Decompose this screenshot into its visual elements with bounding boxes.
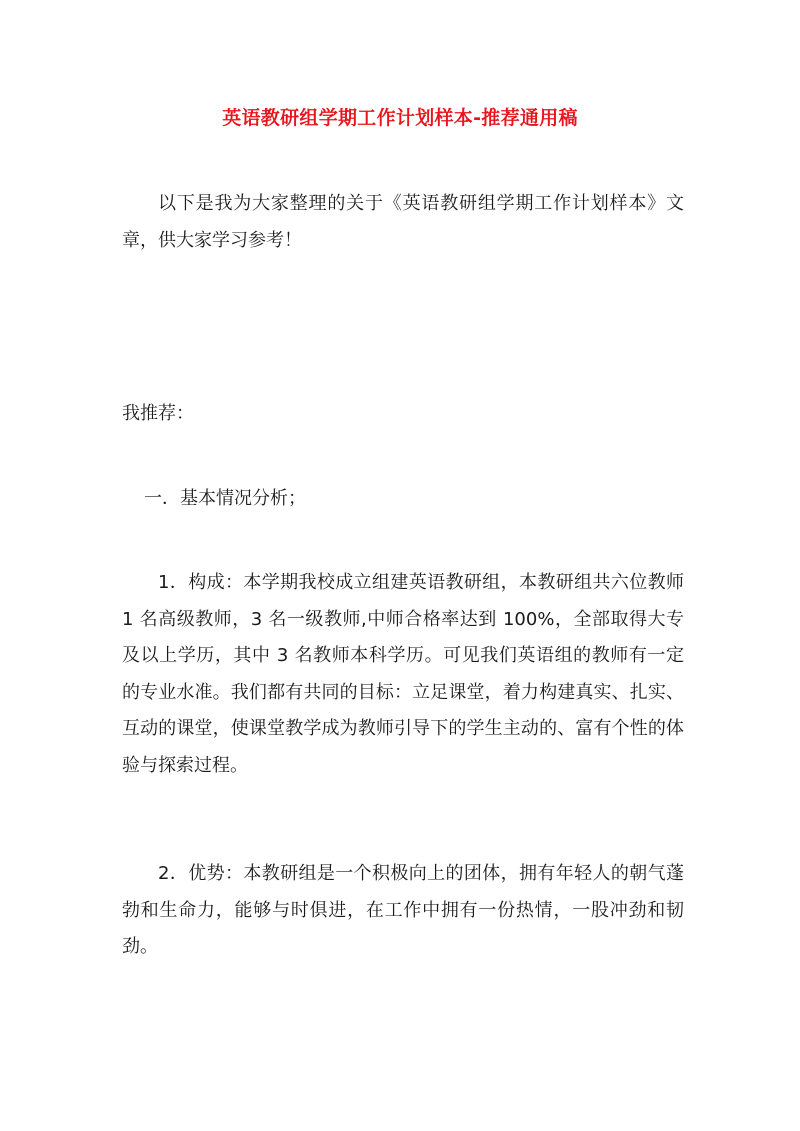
body-paragraph-advantages: 2．优势：本教研组是一个积极向上的团体，拥有年轻人的朝气蓬勃和生命力，能够与时俱进，在工作中拥有一份热情，一股冲劲和韧劲。	[122, 863, 684, 957]
intro-paragraph: 以下是我为大家整理的关于《英语教研组学期工作计划样本》文章，供大家学习参考！	[122, 193, 684, 251]
section-heading: 一．基本情况分析；	[144, 488, 306, 509]
body-paragraph-composition: 1．构成：本学期我校成立组建英语教研组，本教研组共六位教师 1 名高级教师，3 名一级教师,中师合格率达到 100%，全部取得大专及以上学历，其中 3 名教师本科学历。可见我们英语组的教师有一定的专业水准。我们都有共同的目标：立足课堂，着力构建真实、扎实、互动的课堂，使课堂教学成为教师引导下的学生主动的、富有个性的体验与探索过程。	[122, 572, 684, 776]
document-title: 英语教研组学期工作计划样本-推荐通用稿	[222, 107, 578, 129]
recommend-label: 我推荐：	[122, 403, 194, 424]
